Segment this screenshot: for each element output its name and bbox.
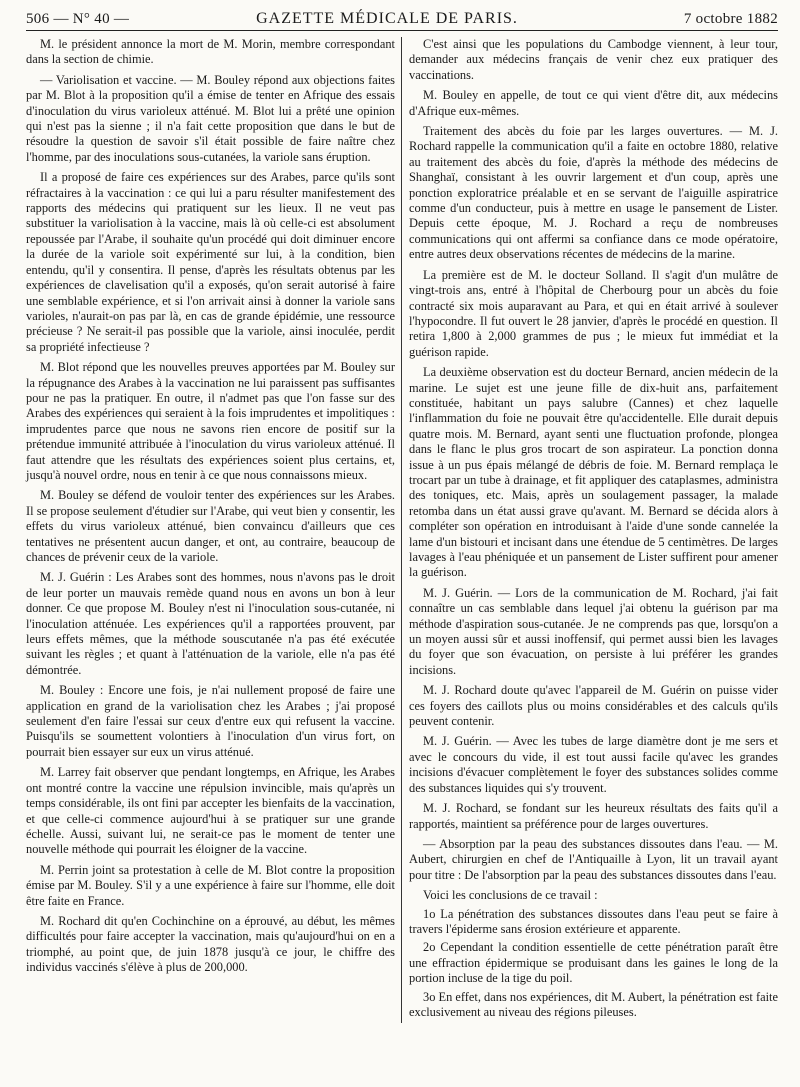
paragraph: La première est de M. le docteur Solland. Il s'agit d'un mulâtre de vingt-trois ans, entré à l'hôpital de Cherbourg pour un abcès du foie contracté six mois auparavant au Para, et qui en était arrivé à soulever l'hypocondre. Il fut ouvert le 28 janvier, d'après le procédé en question. Il retira 1,800 à 2,000 grammes de pus ; le mieux fut immédiat et la guérison rapide.	[409, 267, 778, 359]
paragraph: M. Blot répond que les nouvelles preuves apportées par M. Bouley sur la répugnance des Arabes à la vaccination ne lui paraissent pas suffisantes pour ne pas la pratiquer. En outre, il n'admet pas que l'on fasse sur des Arabes des expériences qui seraient à la fois imprudentes et impolitiques : imprudentes parce que nous ne savons rien encore de positif sur la prétendue immunité attribuée à l'inoculation du virus varioleux atténué. Il faut attendre que les résultats des expériences soient plus certains, et, jusqu'à nouvel ordre, nous en tenir à ce que nous connaissons mieux.	[26, 360, 395, 482]
issue-date: 7 octobre 1882	[683, 11, 778, 27]
paragraph: M. J. Guérin : Les Arabes sont des hommes, nous n'avons pas le droit de leur porter un mauvais remède quand nous en avons un bon à leur donner. Ce que propose M. Bouley n'est ni l'inoculation sous-cutanée, ni l'inoculation atténuée. Les expériences qu'il a rapportées prouvent, par leurs effets mêmes, que la méthode souscutanée n'a pas été exécutée suivant les règles ; et quant à l'atténuation de la variole, elle n'a pas été démontrée.	[26, 570, 395, 677]
paragraph: M. le président annonce la mort de M. Morin, membre correspondant dans la section de chimie.	[26, 37, 395, 67]
paragraph: M. Bouley : Encore une fois, je n'ai nullement proposé de faire une application en grand de la variolisation chez les Arabes ; j'ai proposé seulement d'en faire l'essai sur ceux d'entre eux qui refusent la vaccine. Puisqu'ils se soumettent volontiers à l'inoculation d'un virus fort, on pourrait bien essayer sur eux un virus atténué.	[26, 683, 395, 759]
paragraph: Il a proposé de faire ces expériences sur des Arabes, parce qu'ils sont réfractaires à la vaccination : ce qui lui a paru résulter manifestement des rapports des médecins qui pratiquent sur les lieux. Il ne veut pas substituer la variolisation à la vaccine, mais là où celle-ci est absolument repoussée par l'Arabe, il souhaite qu'un procédé qui doit diminuer encore la durée de la variole soit expérimenté sur lui, à la condition, bien entendu, qu'il y consentira. Il pense, d'après les résultats obtenus par les expériences de clavelisation qu'il a exposés, qu'on serait autorisé à faire une semblable expérience, et si l'on arrivait ainsi à donner la variole sans varioles, n'aurait-on pas par là, en cas de grande épidémie, une ressource précieuse ? Ne serait-il pas possible que la variole, ainsi inoculée, perdit sa propriété infectieuse ?	[26, 170, 395, 354]
paragraph: Voici les conclusions de ce travail :	[423, 888, 598, 903]
section-heading-paragraph: — Absorption par la peau des substances dissoutes dans l'eau. — M. Aubert, chirurgien en chef de l'Antiquaille à Lyon, lit un travail ayant pour titre : De l'absorption par la peau des substances dissoutes dans l'eau.	[409, 836, 778, 882]
paragraph: M. Bouley en appelle, de tout ce qui vient d'être dit, aux médecins d'Afrique eux-mêmes.	[409, 88, 778, 118]
text-columns	[26, 37, 778, 1023]
page-header	[26, 10, 778, 31]
conclusion-item: 3o En effet, dans nos expériences, dit M. Aubert, la pénétration est faite exclusivement au niveau des régions pileuses.	[409, 989, 778, 1019]
page-number: 506 — N° 40 —	[26, 11, 130, 27]
paragraph: La deuxième observation est du docteur Bernard, ancien médecin de la marine. Le sujet est une jeune fille de dix-huit ans, parfaitement constituée, habitant un pays salubre (Cannes) et chez laquelle l'inflammation du foie ne pouvait être qu'accidentelle. Elle durait depuis quatre mois. M. Bernard, ayant senti une fluctuation profonde, plongea dans le flanc le plus gros trocart de son aspirateur. La ponction donna issue à un pus épais mélangé de débris de foie. M. Bernard remplaça le trocart par un tube à drainage, et fit appliquer des cataplasmes, administra des toniques, etc. Mais, après un soulagement passager, la malade retomba dans un état aussi grave qu'avant. M. Bernard se décida alors à compléter son opération en introduisant à l'aide d'une sonde cannelée la lame d'un bistouri et incisant dans une étendue de 5 centimètres. De larges lavages à l'eau phéniquée et un pansement de Lister suffirent pour amener la guérison.	[409, 365, 778, 580]
conclusion-item: 2o Cependant la condition essentielle de cette pénétration paraît être une effraction épidermique se produisant dans les gaines le long de la portion incluse de la tige du poil.	[409, 940, 778, 986]
left-column	[26, 37, 402, 1023]
conclusion-item: 1o La pénétration des substances dissoutes dans l'eau peut se faire à travers l'épiderme sans érosion extérieure et apparente.	[409, 906, 778, 936]
paragraph: — Variolisation et vaccine. — M. Bouley répond aux objections faites par M. Blot à la proposition qu'il a émise de tenter en Afrique des essais d'inoculation du virus varioleux atténué. M. Blot lui a prêté une opinion qui n'est pas la sienne ; il n'a fait cette proposition que dans le but de résoudre la question de savoir s'il était possible de faire naître chez l'homme, par des inoculations sous-cutanées, la variole sans éruption.	[26, 72, 395, 164]
paragraph: M. Bouley se défend de vouloir tenter des expériences sur les Arabes. Il se propose seulement d'étudier sur l'Arabe, qui veut bien y consentir, les effets du virus varioleux atténué, bien convaincu d'ailleurs que ces tentatives ne présentent aucun danger, et ont, au contraire, beaucoup de chances de prévenir ceux de la variole.	[26, 488, 395, 564]
paragraph: M. J. Rochard, se fondant sur les heureux résultats des faits qu'il a rapportés, maintient sa préférence pour de larges ouvertures.	[409, 801, 778, 831]
paragraph: C'est ainsi que les populations du Cambodge viennent, à leur tour, demander aux médecins français de venir chez eux pratiquer des vaccinations.	[409, 37, 778, 82]
paragraph: M. J. Guérin. — Avec les tubes de large diamètre dont je me sers et avec le concours du vide, il est tout aussi facile qu'avec les grandes incisions d'évacuer complètement le foyer des substances solides comme des substances liquides qui s'y trouvent.	[409, 734, 778, 795]
paragraph: M. Larrey fait observer que pendant longtemps, en Afrique, les Arabes ont montré contre la vaccine une répulsion invincible, mais qu'après un temps considérable, ils ont fini par accepter les bienfaits de la vaccination, et que celle-ci commence aujourd'hui à se pratiquer sur une grande échelle. Aussi, suivant lui, ne serait-ce pas le moment de tenter une nouvelle méthode qui pourrait les éloigner de la vaccine.	[26, 765, 395, 857]
paragraph: M. Perrin joint sa protestation à celle de M. Blot contre la proposition émise par M. Bouley. S'il y a une expérience à faire sur l'homme, elle doit être faite en France.	[26, 862, 395, 908]
paragraph: M. Rochard dit qu'en Cochinchine on a éprouvé, au début, les mêmes difficultés pour faire accepter la vaccination, mais qu'aujourd'hui on en a triomphé, au point que, de juin 1878 jusqu'à ce jour, le chiffre des individus vaccinés s'élève à plus de 200,000.	[26, 913, 395, 975]
section-heading-paragraph: Traitement des abcès du foie par les larges ouvertures. — M. J. Rochard rappelle la communication qu'il a faite en octobre 1880, relative au traitement des abcès du foie, d'après la méthode des médecins de Shanghaï, consistant à les ouvrir largement et d'un coup, après une ponction exploratrice préalable et en se servant de l'aiguille aspiratrice comme d'un conducteur, puis à mettre en usage le pansement de Lister. Depuis cette époque, M. J. Rochard a reçu de nombreuses communications qui ont affermi sa confiance dans ce mode opératoire, entre autres deux observations récentes de médecins de la marine.	[409, 124, 778, 262]
journal-title: GAZETTE MÉDICALE DE PARIS.	[256, 10, 518, 27]
right-column	[402, 37, 778, 1023]
paragraph: M. J. Guérin. — Lors de la communication de M. Rochard, j'ai fait connaître un cas semblable dans lequel j'ai obtenu la guérison par ma méthode d'aspiration sous-cutanée. Je ne comprends pas que, lorsqu'on a un moyen aussi sûr et aussi inoffensif, qui permet aussi bien les lavages du foyer que son évacuation, on persiste à lui préférer les grandes incisions.	[409, 585, 778, 677]
paragraph: M. J. Rochard doute qu'avec l'appareil de M. Guérin on puisse vider ces foyers des caillots plus ou moins considérables et des calculs qu'ils peuvent contenir.	[409, 683, 778, 729]
